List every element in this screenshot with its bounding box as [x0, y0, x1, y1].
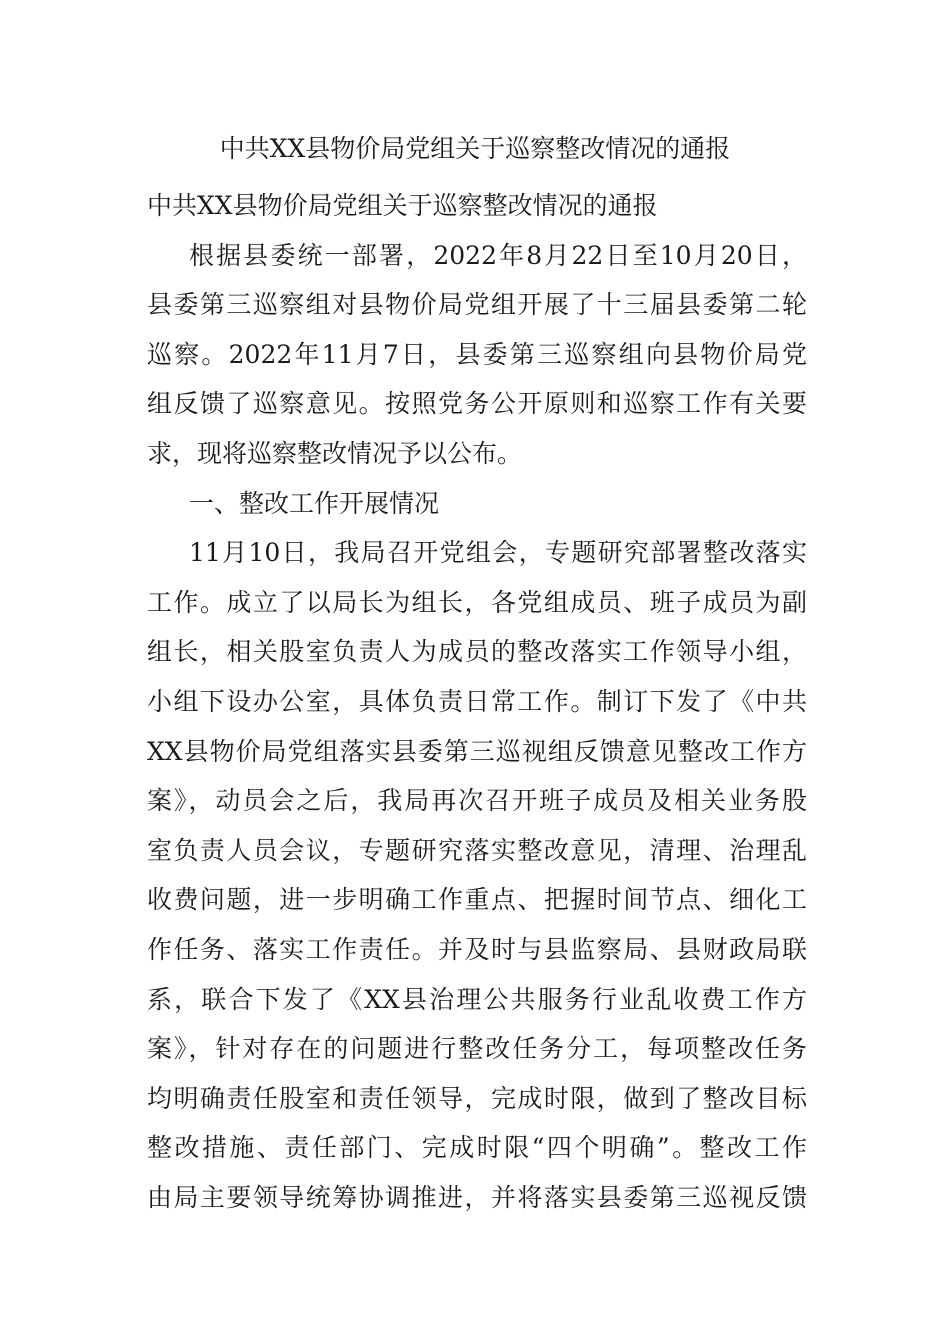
- text-line: 整改措施、责任部门、完成时限“四个明确”。整改工作: [147, 1133, 807, 1163]
- text-line: 案》，动员会之后，我局再次召开班子成员及相关业务股: [147, 786, 807, 816]
- document-body: [147, 181, 807, 1222]
- text-line: 小组下设办公室，具体负责日常工作。制订下发了《中共: [147, 686, 807, 716]
- text-line: 11月10日，我局召开党组会，专题研究部署整改落实: [189, 538, 807, 568]
- text-line: 组反馈了巡察意见。按照党务公开原则和巡察工作有关要: [147, 389, 807, 419]
- text-line: 室负责人员会议，专题研究落实整改意见，清理、治理乱: [147, 835, 807, 865]
- text-line: 均明确责任股室和责任领导，完成时限，做到了整改目标: [147, 1083, 807, 1113]
- text-line: 工作。成立了以局长为组长，各党组成员、班子成员为副: [147, 587, 807, 617]
- text-line: 由局主要领导统筹协调推进，并将落实县委第三巡视反馈: [147, 1182, 807, 1212]
- text-line: 收费问题，进一步明确工作重点、把握时间节点、细化工: [147, 885, 807, 915]
- text-line: 案》，针对存在的问题进行整改任务分工，每项整改任务: [147, 1034, 807, 1064]
- text-line: 作任务、落实工作责任。并及时与县监察局、县财政局联: [147, 934, 807, 964]
- text-line: 巡察。2022年11月7日，县委第三巡察组向县物价局党: [147, 339, 807, 369]
- text-line: 中共XX县物价局党组关于巡察整改情况的通报: [147, 191, 658, 220]
- text-line: 系，联合下发了《XX县治理公共服务行业乱收费工作方: [147, 984, 807, 1014]
- text-line: 县委第三巡察组对县物价局党组开展了十三届县委第二轮: [147, 290, 807, 320]
- text-line: 组长，相关股室负责人为成员的整改落实工作领导小组，: [147, 637, 807, 667]
- text-line: 一、整改工作开展情况: [189, 488, 440, 518]
- text-line: 根据县委统一部署，2022年8月22日至10月20日，: [189, 240, 807, 270]
- document-title: 中共XX县物价局党组关于巡察整改情况的通报: [219, 134, 731, 163]
- text-line: XX县物价局党组落实县委第三巡视组反馈意见整改工作方: [147, 736, 807, 766]
- text-line: 求，现将巡察整改情况予以公布。: [147, 438, 523, 468]
